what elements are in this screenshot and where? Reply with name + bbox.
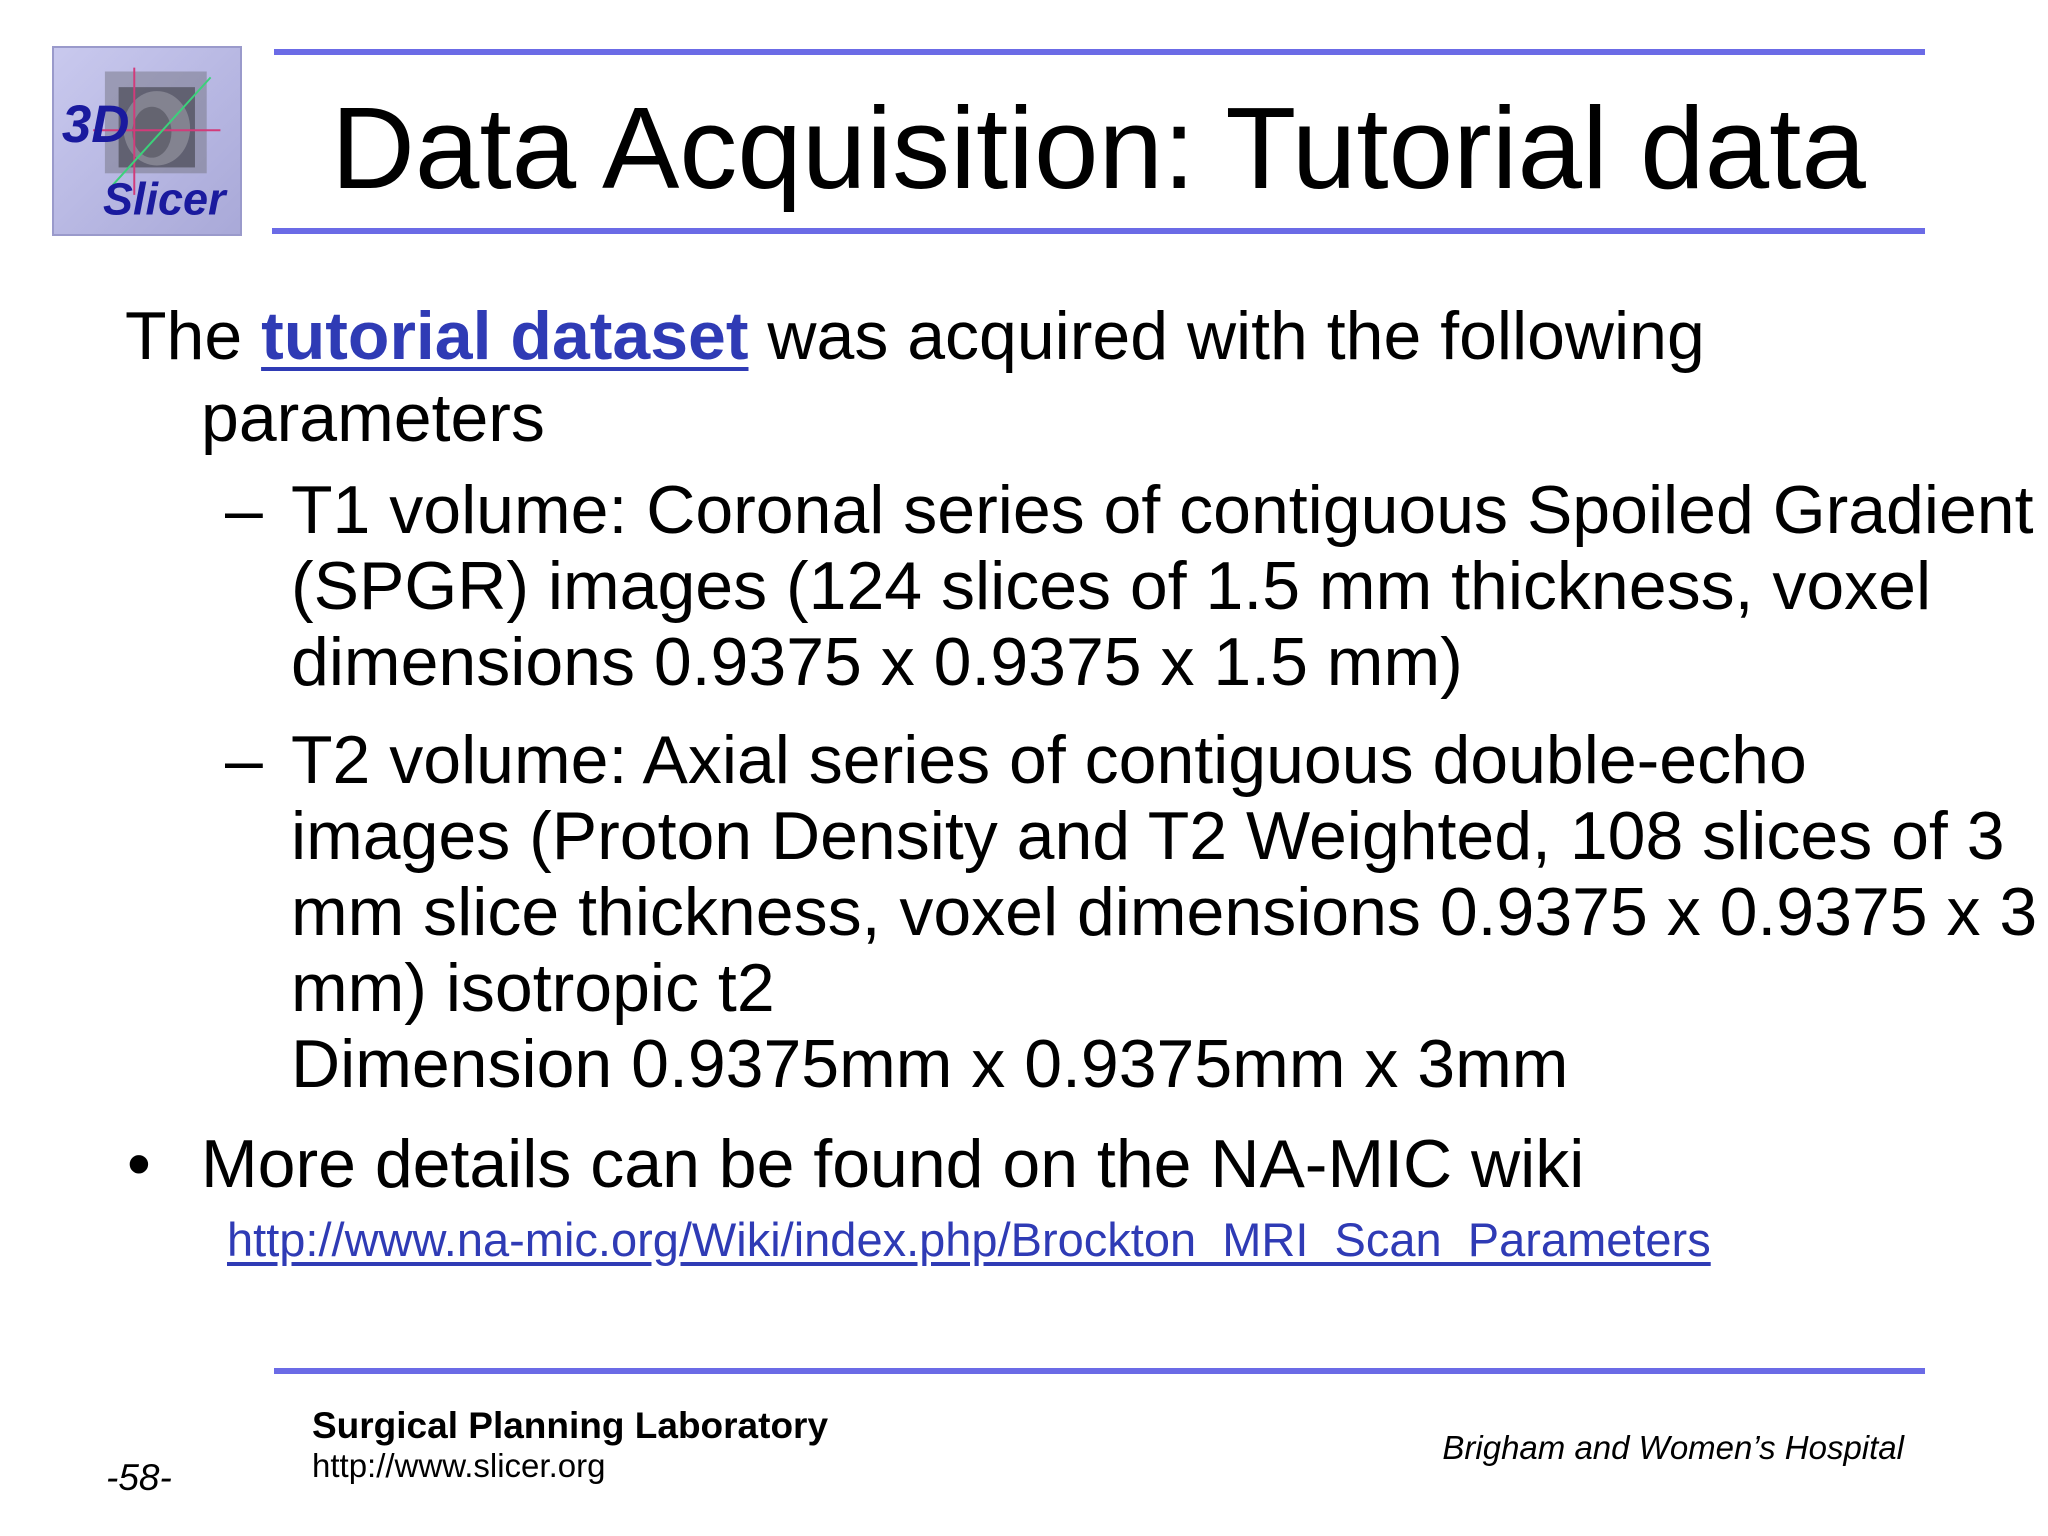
t1-volume-text <box>291 470 2034 698</box>
title-rule-bottom <box>272 228 1925 234</box>
intro-text-after: was acquired with the following <box>748 298 1705 374</box>
dash-marker: – <box>225 722 263 798</box>
t2-line-3: mm slice thickness, voxel dimensions 0.9375 x 0.9375 x 3 <box>291 874 2038 950</box>
footer-lab-url: http://www.slicer.org <box>312 1447 606 1484</box>
t2-line-5: Dimension 0.9375mm x 0.9375mm x 3mm <box>291 1026 1569 1102</box>
slide-title: Data Acquisition: Tutorial data <box>331 83 1866 213</box>
title-rule-top <box>274 49 1925 55</box>
t2-line-1: T2 volume: Axial series of contiguous double-echo <box>291 722 1807 798</box>
t1-line-3: dimensions 0.9375 x 0.9375 x 1.5 mm) <box>291 624 1463 700</box>
intro-paragraph-continued: parameters <box>201 380 545 456</box>
t2-line-4: mm) isotropic t2 <box>291 950 775 1026</box>
bullet-icon: • <box>127 1126 151 1202</box>
slicer-logo <box>52 46 242 236</box>
footer-hospital: Brigham and Women’s Hospital <box>1442 1429 1904 1466</box>
svg-text:Slicer: Slicer <box>102 173 226 225</box>
t2-volume-text <box>291 720 2037 1100</box>
intro-text-before: The <box>125 298 262 374</box>
t1-line-1: T1 volume: Coronal series of contiguous Spoiled Gradient <box>291 472 2034 548</box>
svg-text:3D: 3D <box>61 94 130 154</box>
page-number: -58- <box>106 1457 172 1498</box>
intro-paragraph <box>125 296 1705 376</box>
3d-slicer-logo-icon <box>54 48 240 234</box>
wiki-url-link[interactable]: http://www.na-mic.org/Wiki/index.php/Brockton_MRI_Scan_Parameters <box>227 1213 1711 1266</box>
tutorial-dataset-link[interactable]: tutorial dataset <box>261 298 749 374</box>
dash-marker: – <box>225 472 263 548</box>
footer-rule <box>274 1368 1925 1374</box>
footer-lab-name: Surgical Planning Laboratory <box>312 1405 829 1446</box>
t1-line-2: (SPGR) images (124 slices of 1.5 mm thickness, voxel <box>291 548 1932 624</box>
t2-line-2: images (Proton Density and T2 Weighted, 108 slices of 3 <box>291 798 2005 874</box>
wiki-bullet-text: More details can be found on the NA-MIC wiki <box>201 1126 1585 1202</box>
